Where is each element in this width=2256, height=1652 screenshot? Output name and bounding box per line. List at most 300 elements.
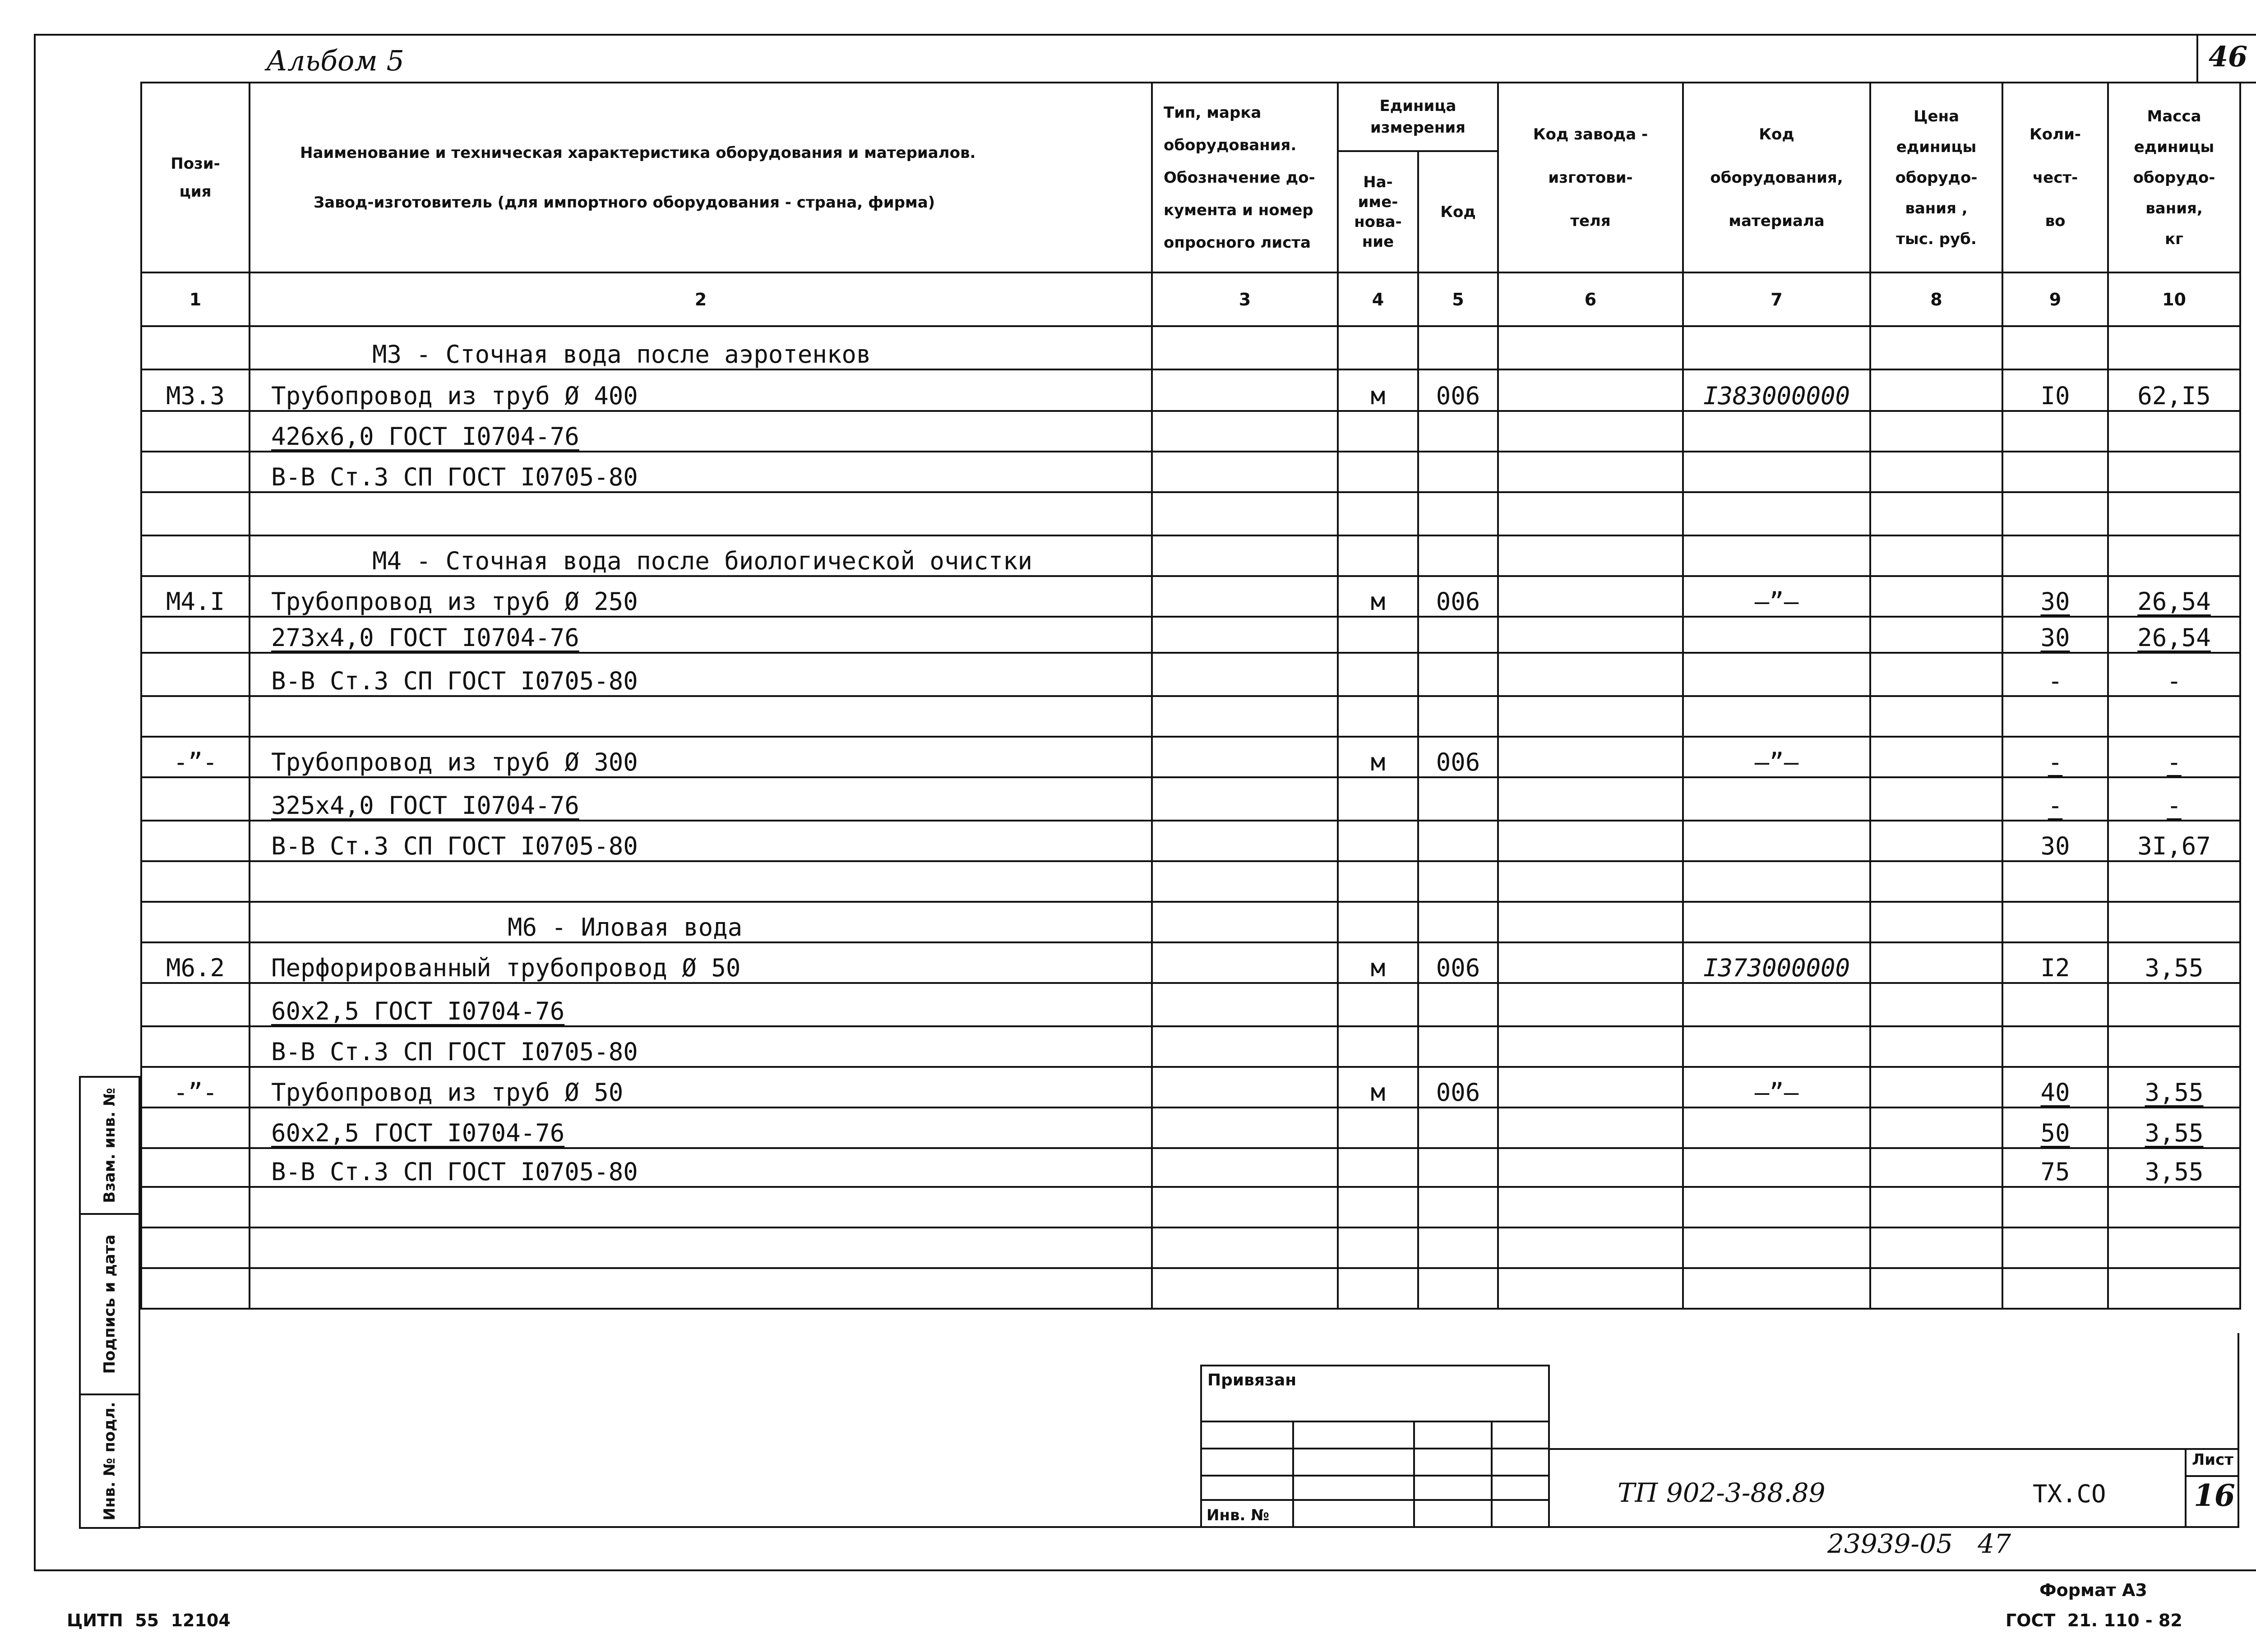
cell-mass bbox=[2108, 1268, 2240, 1309]
cell-mass bbox=[2108, 1107, 2240, 1148]
cell-section-title bbox=[250, 535, 1152, 576]
privyazan-box bbox=[1200, 1365, 1550, 1528]
cell-mass-text: 3,55 bbox=[2145, 1119, 2204, 1147]
cell-unit bbox=[1338, 1227, 1418, 1268]
cell-material-code-text: —”— bbox=[1754, 748, 1799, 776]
cell-material-code bbox=[1683, 653, 1870, 696]
table-row bbox=[141, 861, 2240, 902]
col-header-mass: Масса единицы оборудо- вания, кг bbox=[2108, 83, 2240, 272]
cell-position bbox=[141, 653, 250, 696]
cell-position bbox=[141, 1227, 250, 1268]
col-number: 8 bbox=[1870, 272, 2002, 326]
cell-type bbox=[1152, 1268, 1338, 1309]
cell-factory-code bbox=[1498, 326, 1683, 369]
cell-position-text: -”- bbox=[173, 1078, 217, 1107]
cell-name bbox=[250, 1148, 1152, 1187]
cell-price bbox=[1870, 411, 2002, 452]
cell-material-code bbox=[1683, 576, 1870, 617]
cell-price bbox=[1870, 861, 2002, 902]
cell-factory-code bbox=[1498, 492, 1683, 535]
cell-name bbox=[250, 617, 1152, 653]
cell-quantity-text: 50 bbox=[2040, 1119, 2070, 1147]
cell-name bbox=[250, 777, 1152, 821]
cell-quantity-text: 75 bbox=[2040, 1158, 2070, 1186]
cell-material-code bbox=[1683, 1268, 1870, 1309]
cell-mass bbox=[2108, 452, 2240, 492]
cell-material-code bbox=[1683, 861, 1870, 902]
cell-material-code bbox=[1683, 821, 1870, 861]
cell-quantity bbox=[2002, 452, 2108, 492]
cell-quantity-text: I2 bbox=[2040, 954, 2070, 982]
cell-quantity bbox=[2002, 861, 2108, 902]
cell-mass-text: 3,55 bbox=[2145, 954, 2204, 982]
col-number: 2 bbox=[250, 272, 1152, 326]
citp-label: ЦИТП 55 12104 bbox=[67, 1610, 231, 1630]
cell-price bbox=[1870, 1067, 2002, 1107]
cell-name bbox=[250, 1026, 1152, 1067]
cell-price bbox=[1870, 737, 2002, 777]
col-number: 6 bbox=[1498, 272, 1683, 326]
cell-material-code bbox=[1683, 1107, 1870, 1148]
cell-quantity bbox=[2002, 576, 2108, 617]
cell-price bbox=[1870, 777, 2002, 821]
col-number: 5 bbox=[1418, 272, 1498, 326]
cell-name-text: В-В Ст.3 СП ГОСТ I0705-80 bbox=[271, 1038, 638, 1066]
cell-unit-text: м bbox=[1370, 1078, 1386, 1107]
cell-type bbox=[1152, 411, 1338, 452]
table-body bbox=[141, 326, 2240, 1309]
cell-unit-code bbox=[1418, 492, 1498, 535]
cell-mass bbox=[2108, 861, 2240, 902]
cell-unit bbox=[1338, 492, 1418, 535]
cell-name-text: Трубопровод из труб Ø 300 bbox=[271, 748, 638, 776]
table-row bbox=[141, 1107, 2240, 1148]
cell-unit-code bbox=[1418, 902, 1498, 942]
cell-type bbox=[1152, 535, 1338, 576]
col-header-factory-code: Код завода - изготови- теля bbox=[1498, 83, 1683, 272]
cell-position-text: М3.3 bbox=[166, 382, 225, 410]
col-number: 1 bbox=[141, 272, 250, 326]
cell-name bbox=[250, 653, 1152, 696]
cell-name bbox=[250, 1227, 1152, 1268]
cell-material-code bbox=[1683, 1067, 1870, 1107]
cell-name bbox=[250, 696, 1152, 737]
cell-unit-code-text: 006 bbox=[1436, 587, 1480, 616]
cell-type bbox=[1152, 696, 1338, 737]
side-podpis-box bbox=[79, 1213, 140, 1395]
cell-section-title bbox=[250, 326, 1152, 369]
table-row bbox=[141, 411, 2240, 452]
cell-unit bbox=[1338, 1026, 1418, 1067]
cell-mass bbox=[2108, 535, 2240, 576]
cell-name-text: В-В Ст.3 СП ГОСТ I0705-80 bbox=[271, 463, 638, 491]
cell-unit-code bbox=[1418, 1227, 1498, 1268]
cell-section-title-text: М4 - Сточная вода после биологической очистки bbox=[372, 547, 1032, 575]
cell-factory-code bbox=[1498, 535, 1683, 576]
cell-quantity-text: 30 bbox=[2040, 587, 2070, 616]
cell-type bbox=[1152, 576, 1338, 617]
col-header-quantity: Коли- чест- во bbox=[2002, 83, 2108, 272]
cell-mass bbox=[2108, 492, 2240, 535]
cell-section-title-text: М6 - Иловая вода bbox=[508, 913, 743, 941]
cell-material-code bbox=[1683, 326, 1870, 369]
cell-mass-text: 3I,67 bbox=[2137, 832, 2211, 860]
list-number: 16 bbox=[2194, 1478, 2235, 1513]
cell-position bbox=[141, 452, 250, 492]
cell-factory-code bbox=[1498, 902, 1683, 942]
cell-unit-code-text: 006 bbox=[1436, 748, 1480, 776]
cell-name-text: 325х4,0 ГОСТ I0704-76 bbox=[271, 791, 579, 820]
cell-unit bbox=[1338, 617, 1418, 653]
cell-mass-text: 3,55 bbox=[2145, 1158, 2204, 1186]
cell-name bbox=[250, 411, 1152, 452]
table-row bbox=[141, 369, 2240, 411]
cell-material-code bbox=[1683, 617, 1870, 653]
cell-unit-code bbox=[1418, 983, 1498, 1026]
cell-mass-text: - bbox=[2167, 791, 2182, 820]
cell-position bbox=[141, 1026, 250, 1067]
cell-material-code bbox=[1683, 411, 1870, 452]
cell-name-text: В-В Ст.3 СП ГОСТ I0705-80 bbox=[271, 1158, 638, 1186]
cell-price bbox=[1870, 902, 2002, 942]
cell-price bbox=[1870, 1187, 2002, 1227]
cell-price bbox=[1870, 369, 2002, 411]
cell-unit-code bbox=[1418, 411, 1498, 452]
cell-quantity bbox=[2002, 411, 2108, 452]
cell-unit bbox=[1338, 777, 1418, 821]
table-row bbox=[141, 821, 2240, 861]
cell-quantity bbox=[2002, 653, 2108, 696]
cell-price bbox=[1870, 983, 2002, 1026]
cell-type bbox=[1152, 452, 1338, 492]
cell-unit-code bbox=[1418, 696, 1498, 737]
cell-unit bbox=[1338, 696, 1418, 737]
cell-material-code bbox=[1683, 369, 1870, 411]
cell-unit bbox=[1338, 653, 1418, 696]
cell-mass bbox=[2108, 617, 2240, 653]
cell-unit-code-text: 006 bbox=[1436, 954, 1480, 982]
table-row bbox=[141, 617, 2240, 653]
order-number: 23939-05 47 bbox=[1827, 1528, 2011, 1559]
cell-mass bbox=[2108, 653, 2240, 696]
cell-unit-code bbox=[1418, 1026, 1498, 1067]
cell-type bbox=[1152, 1227, 1338, 1268]
table-row bbox=[141, 1026, 2240, 1067]
cell-factory-code bbox=[1498, 1026, 1683, 1067]
cell-mass bbox=[2108, 696, 2240, 737]
cell-mass bbox=[2108, 1148, 2240, 1187]
cell-mass bbox=[2108, 1227, 2240, 1268]
col-header-name bbox=[250, 83, 1152, 272]
col-header-unit: Единица измерения bbox=[1338, 83, 1498, 151]
side-label-podpis: Подпись и дата bbox=[101, 1234, 119, 1374]
col-number: 10 bbox=[2108, 272, 2240, 326]
col-header-type: Тип, марка оборудования. Обозначение до- кумента и номер опросного листа bbox=[1152, 83, 1338, 272]
cell-unit-code-text: 006 bbox=[1436, 382, 1480, 410]
cell-position bbox=[141, 902, 250, 942]
cell-position-text: М6.2 bbox=[166, 954, 225, 982]
cell-unit-text: м bbox=[1370, 587, 1386, 616]
cell-price bbox=[1870, 653, 2002, 696]
list-label: Лист bbox=[2192, 1451, 2233, 1469]
side-label-vzam: Взам. инв. № bbox=[101, 1088, 119, 1203]
table-row bbox=[141, 942, 2240, 983]
privyazan-label: Привязан bbox=[1207, 1371, 1297, 1389]
cell-material-code-text: I373000000 bbox=[1703, 954, 1850, 982]
cell-type bbox=[1152, 1067, 1338, 1107]
column-numbers-row bbox=[141, 272, 2240, 326]
table-row bbox=[141, 737, 2240, 777]
col-header-unit-name: На- име- нова- ние bbox=[1338, 151, 1418, 272]
cell-position-text: -”- bbox=[173, 748, 217, 776]
cell-type bbox=[1152, 1187, 1338, 1227]
cell-type bbox=[1152, 821, 1338, 861]
cell-unit-code bbox=[1418, 1187, 1498, 1227]
cell-material-code bbox=[1683, 1148, 1870, 1187]
cell-unit bbox=[1338, 1268, 1418, 1309]
cell-factory-code bbox=[1498, 452, 1683, 492]
cell-quantity bbox=[2002, 777, 2108, 821]
col-header-name-line2: Завод-изготовитель (для импортного оборудования - страна, фирма) bbox=[314, 193, 935, 212]
cell-unit-code bbox=[1418, 1067, 1498, 1107]
cell-material-code bbox=[1683, 902, 1870, 942]
cell-type bbox=[1152, 983, 1338, 1026]
cell-unit bbox=[1338, 861, 1418, 902]
sheet-code: ТХ.СО bbox=[2033, 1480, 2106, 1508]
cell-factory-code bbox=[1498, 1268, 1683, 1309]
cell-mass bbox=[2108, 1026, 2240, 1067]
col-header-name-line1: Наименование и техническая характеристика оборудования и материалов. bbox=[300, 143, 976, 162]
col-number: 7 bbox=[1683, 272, 1870, 326]
col-header-position: Пози- ция bbox=[141, 83, 250, 272]
cell-factory-code bbox=[1498, 1107, 1683, 1148]
corner-number: 46 bbox=[2208, 40, 2248, 73]
cell-position bbox=[141, 369, 250, 411]
cell-price bbox=[1870, 452, 2002, 492]
cell-quantity bbox=[2002, 902, 2108, 942]
cell-unit-code bbox=[1418, 942, 1498, 983]
list-box bbox=[2185, 1448, 2239, 1528]
cell-mass bbox=[2108, 369, 2240, 411]
cell-price bbox=[1870, 576, 2002, 617]
cell-mass bbox=[2108, 777, 2240, 821]
cell-quantity-text: I0 bbox=[2040, 382, 2070, 410]
cell-factory-code bbox=[1498, 411, 1683, 452]
cell-position bbox=[141, 777, 250, 821]
cell-quantity bbox=[2002, 1227, 2108, 1268]
cell-name bbox=[250, 1268, 1152, 1309]
cell-mass bbox=[2108, 1187, 2240, 1227]
cell-unit-code bbox=[1418, 821, 1498, 861]
cell-material-code-text: I383000000 bbox=[1703, 382, 1850, 410]
specification-table bbox=[140, 82, 2241, 1310]
cell-unit-code-text: 006 bbox=[1436, 1078, 1480, 1107]
cell-mass bbox=[2108, 576, 2240, 617]
cell-type bbox=[1152, 1148, 1338, 1187]
cell-quantity bbox=[2002, 1268, 2108, 1309]
cell-mass bbox=[2108, 411, 2240, 452]
cell-unit-code bbox=[1418, 777, 1498, 821]
cell-quantity-text: 40 bbox=[2040, 1078, 2070, 1107]
cell-type bbox=[1152, 737, 1338, 777]
album-label: Альбом 5 bbox=[266, 44, 404, 77]
cell-unit-text: м bbox=[1370, 954, 1386, 982]
gost-label: ГОСТ 21. 110 - 82 bbox=[2006, 1610, 2182, 1630]
cell-quantity-text: - bbox=[2048, 667, 2063, 695]
table-row bbox=[141, 576, 2240, 617]
cell-unit-code bbox=[1418, 617, 1498, 653]
cell-material-code bbox=[1683, 492, 1870, 535]
cell-name bbox=[250, 737, 1152, 777]
cell-price bbox=[1870, 696, 2002, 737]
table-row bbox=[141, 696, 2240, 737]
cell-mass-text: 3,55 bbox=[2145, 1078, 2204, 1107]
cell-unit bbox=[1338, 535, 1418, 576]
cell-unit-text: м bbox=[1370, 748, 1386, 776]
table-row bbox=[141, 492, 2240, 535]
cell-position bbox=[141, 1107, 250, 1148]
cell-material-code-text: —”— bbox=[1754, 1078, 1799, 1107]
cell-unit-code bbox=[1418, 653, 1498, 696]
cell-name-text: Перфорированный трубопровод Ø 50 bbox=[271, 954, 741, 982]
col-header-price: Цена единицы оборудо- вания , тыс. руб. bbox=[1870, 83, 2002, 272]
cell-factory-code bbox=[1498, 576, 1683, 617]
cell-mass bbox=[2108, 821, 2240, 861]
cell-price bbox=[1870, 1026, 2002, 1067]
cell-unit bbox=[1338, 902, 1418, 942]
cell-quantity bbox=[2002, 696, 2108, 737]
cell-material-code bbox=[1683, 696, 1870, 737]
cell-name bbox=[250, 821, 1152, 861]
cell-unit-code bbox=[1418, 1148, 1498, 1187]
cell-factory-code bbox=[1498, 653, 1683, 696]
cell-factory-code bbox=[1498, 617, 1683, 653]
cell-factory-code bbox=[1498, 1148, 1683, 1187]
cell-mass bbox=[2108, 983, 2240, 1026]
cell-material-code-text: —”— bbox=[1754, 587, 1799, 616]
col-number: 9 bbox=[2002, 272, 2108, 326]
cell-quantity-text: - bbox=[2048, 748, 2063, 776]
cell-quantity bbox=[2002, 1026, 2108, 1067]
table-row bbox=[141, 653, 2240, 696]
cell-position bbox=[141, 1148, 250, 1187]
col-header-unit-code: Код bbox=[1418, 151, 1498, 272]
cell-price bbox=[1870, 1107, 2002, 1148]
cell-section-title bbox=[250, 902, 1152, 942]
cell-mass-text: 62,I5 bbox=[2137, 382, 2211, 410]
cell-unit bbox=[1338, 326, 1418, 369]
cell-position bbox=[141, 576, 250, 617]
inv-no-label: Инв. № bbox=[1207, 1506, 1270, 1524]
section-row bbox=[141, 902, 2240, 942]
cell-position bbox=[141, 492, 250, 535]
cell-quantity bbox=[2002, 983, 2108, 1026]
cell-quantity-text: 30 bbox=[2040, 623, 2070, 652]
cell-price bbox=[1870, 326, 2002, 369]
cell-quantity bbox=[2002, 535, 2108, 576]
cell-position bbox=[141, 983, 250, 1026]
cell-unit-code bbox=[1418, 452, 1498, 492]
cell-quantity-text: 30 bbox=[2040, 832, 2070, 860]
side-label-inv: Инв. № подл. bbox=[101, 1402, 119, 1521]
cell-quantity bbox=[2002, 617, 2108, 653]
cell-factory-code bbox=[1498, 369, 1683, 411]
cell-factory-code bbox=[1498, 777, 1683, 821]
table-row bbox=[141, 1227, 2240, 1268]
cell-unit bbox=[1338, 983, 1418, 1026]
col-number: 4 bbox=[1338, 272, 1418, 326]
cell-material-code bbox=[1683, 535, 1870, 576]
title-block-bottom-line bbox=[140, 1526, 2239, 1528]
table-row bbox=[141, 1148, 2240, 1187]
cell-unit bbox=[1338, 1187, 1418, 1227]
cell-type bbox=[1152, 777, 1338, 821]
doc-code: ТП 902-3-88.89 bbox=[1618, 1477, 1826, 1508]
table-row bbox=[141, 1187, 2240, 1227]
cell-type bbox=[1152, 861, 1338, 902]
cell-material-code bbox=[1683, 1227, 1870, 1268]
cell-section-title-text: М3 - Сточная вода после аэротенков bbox=[372, 340, 871, 369]
cell-factory-code bbox=[1498, 1187, 1683, 1227]
cell-material-code bbox=[1683, 1187, 1870, 1227]
cell-position bbox=[141, 411, 250, 452]
cell-position bbox=[141, 1067, 250, 1107]
cell-name-text: В-В Ст.3 СП ГОСТ I0705-80 bbox=[271, 832, 638, 860]
cell-position bbox=[141, 861, 250, 902]
cell-unit bbox=[1338, 411, 1418, 452]
cell-quantity bbox=[2002, 737, 2108, 777]
cell-unit bbox=[1338, 737, 1418, 777]
cell-name-text: В-В Ст.3 СП ГОСТ I0705-80 bbox=[271, 667, 638, 695]
cell-unit bbox=[1338, 452, 1418, 492]
cell-position-text: М4.I bbox=[166, 587, 225, 616]
cell-position bbox=[141, 326, 250, 369]
cell-factory-code bbox=[1498, 1067, 1683, 1107]
cell-position bbox=[141, 535, 250, 576]
cell-price bbox=[1870, 617, 2002, 653]
cell-name-text: 426х6,0 ГОСТ I0704-76 bbox=[271, 422, 579, 451]
cell-mass bbox=[2108, 1067, 2240, 1107]
cell-material-code bbox=[1683, 983, 1870, 1026]
cell-position bbox=[141, 1268, 250, 1309]
cell-unit bbox=[1338, 821, 1418, 861]
table-row bbox=[141, 983, 2240, 1026]
cell-unit bbox=[1338, 1107, 1418, 1148]
section-row bbox=[141, 326, 2240, 369]
cell-name bbox=[250, 942, 1152, 983]
cell-type bbox=[1152, 617, 1338, 653]
cell-material-code bbox=[1683, 737, 1870, 777]
cell-name-text: Трубопровод из труб Ø 400 bbox=[271, 382, 638, 410]
cell-name-text: Трубопровод из труб Ø 50 bbox=[271, 1078, 624, 1107]
cell-position bbox=[141, 1187, 250, 1227]
cell-name bbox=[250, 1107, 1152, 1148]
cell-quantity bbox=[2002, 326, 2108, 369]
cell-unit-code bbox=[1418, 737, 1498, 777]
table-row bbox=[141, 452, 2240, 492]
cell-factory-code bbox=[1498, 737, 1683, 777]
cell-mass-text: 26,54 bbox=[2137, 623, 2211, 652]
cell-price bbox=[1870, 1227, 2002, 1268]
cell-type bbox=[1152, 653, 1338, 696]
cell-name bbox=[250, 861, 1152, 902]
cell-type bbox=[1152, 492, 1338, 535]
cell-unit bbox=[1338, 576, 1418, 617]
cell-type bbox=[1152, 902, 1338, 942]
doc-code-frame bbox=[1548, 1448, 2239, 1450]
cell-material-code bbox=[1683, 452, 1870, 492]
cell-quantity bbox=[2002, 492, 2108, 535]
